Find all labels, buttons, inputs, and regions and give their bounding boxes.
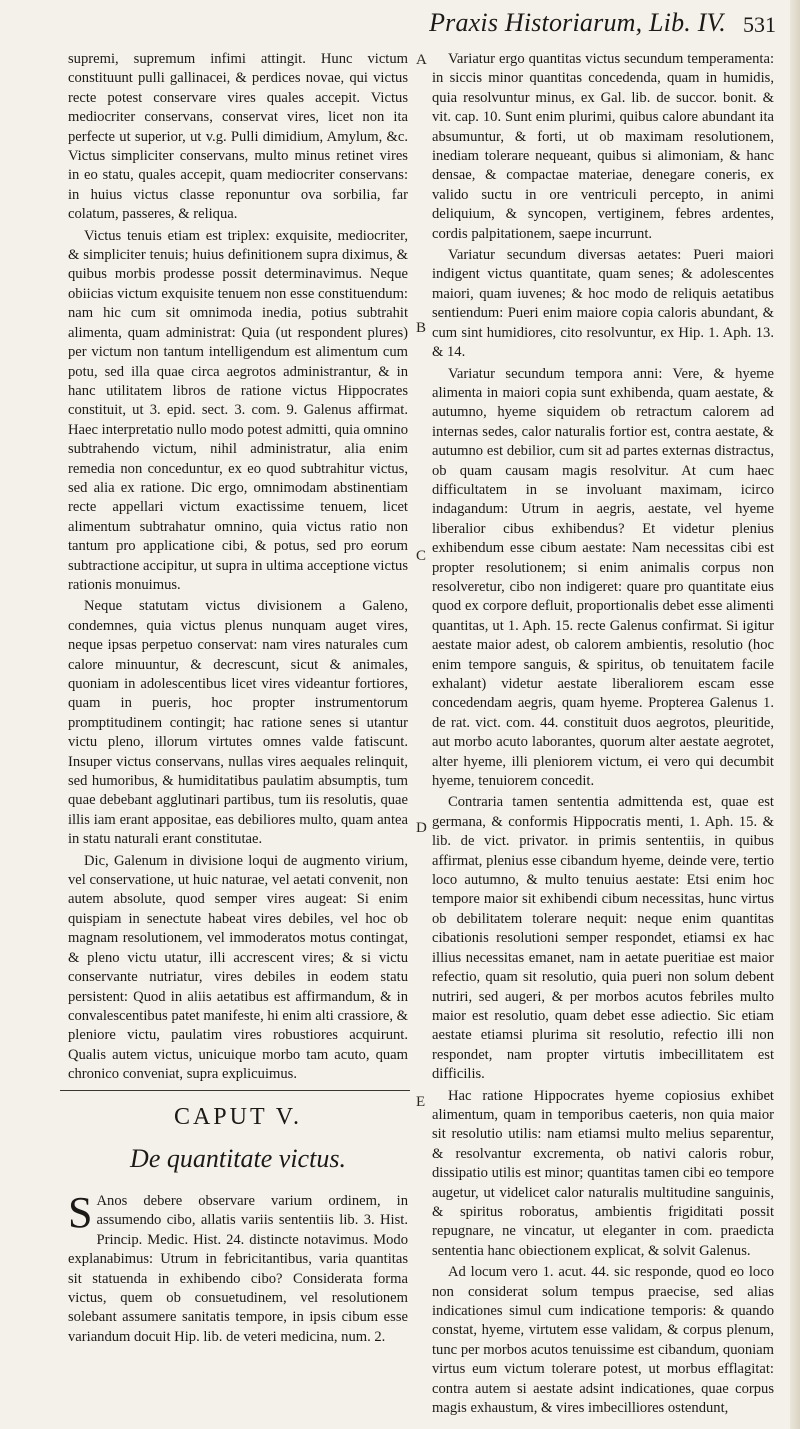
- paragraph: Variatur secundum diversas aetates: Pueri maiori indigent victus quantitate, quam senes; & adolescentes maiori, quam iuvenes; & hoc modo de reliquis aetatibus sentiendum: Pueri enim maiore copia caloris abundant, & cum sint humidiores, cito resolvuntur, ex Hip. 1. Aph. 13. & 14.: [432, 247, 774, 361]
- gutter-letter-d: D: [416, 820, 427, 836]
- right-column: [432, 50, 774, 1420]
- paragraph: Variatur secundum tempora anni: Vere, & hyeme alimenta in maiori copia sunt exhibenda, quam aestate, & autumno, hyeme siquidem ob retractum calorem ad internas sedes, calor naturalis fortior est, contra aestate, & autumno est debilior, cum sit ad partes externas distractus, ob quam causam magis resolvitur. At cum haec difficultatem in se involuant maximam, icirco indagandum: Utrum in aegris, aestate, vel hyeme liberalior cibus exhibendus? Et videtur plenius exhibendum esse cibum aestate: Nam necessitas cibi est propter resolutionem; si enim animalis corpus non resolveretur, cibo non indigeret: quare pro quantitate eius quod ex corpore defluit, proportionalis debet esse alimenti quantitas, ut 1. Aph. 15. recte Galenus confirmat. Si igitur aestate maior adest, ob calorem ambientis, resolutio (hoc enim tempore sanguis, & spiritus, ob tenuitatem facile exhalant) videtur aestate liberaliorem escam esse concedendam aegris, quam hyeme. Propterea Galenus 1. de rat. vict. com. 44. constituit duos aegrotos, pleuritide, aut morbo acuto laborantes, quorum alter aestate aegrotet, alter hyeme, illi pleniorem victum, ei vero qui decumbit hyeme, tenuiorem concedit.: [432, 365, 774, 790]
- paragraph: Hac ratione Hippocrates hyeme copiosius exhibet alimentum, quam in temporibus caeteris, non quia maior sit resolutio utilis: nam etiamsi multo melius separentur, & resolvantur excrementa, ob nativi caloris robur, dissipatio utilis est minor; quantitas tamen cibi eo tempore augetur, ut videlicet calor naturalis multitudine sanguinis, & spiritus roboratus, ambientis frigiditati possit repugnare, ne vincatur, ut eleganter in com. praedicta sententia hanc obiectionem explicat, & solvit Galenus.: [432, 1087, 774, 1259]
- paragraph: Ad locum vero 1. acut. 44. sic responde, quod eo loco non considerat solum tempus praecise, sed alias indicationes simul cum indicatione temporis: & quando constat, hyeme, virtutem esse validam, & corpus plenum, tunc per morbos acutos tenuissime est cibandum, quoniam virtus eum victum tolerare potest, ut morbus efflagitat: contra autem si aestate adsint indicationes, quae corpus magis exhaustum, & vires imbecilliores ostendunt,: [432, 1264, 774, 1417]
- chapter-heading: CAPUT V.: [173, 1104, 303, 1130]
- page-number: 531: [743, 12, 776, 37]
- chapter-body: [68, 1188, 408, 1347]
- paper-edge: [790, 0, 800, 1429]
- paragraph: Neque statutam victus divisionem a Galeno, condemnes, quia victus plenus nunquam auget vires, neque ipsas perpetuo conservat: nam vires naturales cum calore minuuntur, & decrescunt, sicut & animales, quoniam in adolescentibus licet vires videantur fortiores, quam in pueris, hoc propter instrumentorum promptitudinem contingit; hac ratione senes si utantur victu pleno, illorum virtutes omnes valde fatiscunt. Insuper victus conservans, nullas vires aequales relinquit, sed humoribus, & humiditatibus paulatim absumptis, tum quae debebant agglutinari partibus, tum iis resolutis, quae illis iam erant appositae, eas debiliores multo, quam antea in statu naturali erant constitutae.: [68, 598, 408, 848]
- paragraph: Dic, Galenum in divisione loqui de augmento virium, vel conservatione, ut huic naturae, vel aetati convenit, non autem absolute, quod semper vires augeat: Si enim quispiam in senectute habeat vires debiles, vel hoc ob magnam resolutionem, vel immoderatos motus contingat, & pleno victu utatur, illi accrescent vires; & si victu conservante nutriatur, vires debiles in eodem statu persistent: Quod in aliis aetatibus est affirmandum, & in convalescentibus patet manifeste, hi enim alti crassiore, & pleniore victu, paulatim vires robustiores acquirunt. Qualis autem victus, unicuique morbo tam acuto, quam chronico conveniat, supra explicuimus.: [68, 852, 409, 1083]
- gutter-letter-a: A: [416, 52, 427, 68]
- paragraph: Contraria tamen sententia admittenda est, quae est germana, & conformis Hippocratis menti, 1. Aph. 15. & lib. de vict. privator. in primis sententiis, in quibus affirmat, plenius esse cibandum hyeme, deinde vere, tertio loco autumno, & multo tenuius aestate: Etsi enim hoc tempore maior sit exhibendi cibum necessitas, hunc virtus ob debilitatem tolerare nequit: neque enim quantitas cibationis resolutioni semper respondet, etiamsi ex hac illius necessitas emanet, nam in aetate pueritiae est maior refectio, quam sit resolutio, quia pueri non solum debent nutriri, sed augeri, & per morbos acutos febriles multo maior est resolutio, quam debet esse adiectio. Sic etiam aestate etiamsi plurima sit resolutio, refectio illi non respondet, nam propter virtutis imbecillitatem est difficilis.: [432, 794, 774, 1083]
- left-column: [68, 50, 408, 1087]
- section-rule: [60, 1090, 410, 1091]
- paragraph: Variatur ergo quantitas victus secundum temperamenta: in siccis minor quantitas concedenda, quam in humidis, quia resolvuntur minus, ex Gal. lib. de succor. bonit. & vit. cap. 10. Sunt enim plurimi, quibus calore abundant ita absumuntur, & forti, ut ob maximam resolutionem, inediam tolerare nequeant, quibus si alimoniam, & hanc densae, & compactae materiae, denegare coneris, ex valido suctu in ore ventriculi percepto, in animi deliquium, & syncopen, vertiginem, febres ardentes, cordis palpitationem, saepe incurrunt.: [432, 51, 774, 242]
- page-header: [60, 8, 776, 42]
- drop-cap: S: [68, 1188, 93, 1237]
- chapter-subtitle: De quantitate victus.: [130, 1144, 346, 1173]
- gutter-letter-e: E: [416, 1094, 426, 1110]
- paragraph: Victus tenuis etiam est triplex: exquisite, mediocriter, & simpliciter tenuis; huius definitionem supra diximus, & quibus morbis prodesse possit determinavimus. Neque obiicias victum exquisite tenuem non esse constituendum: nam hic cum sit omnimoda inedia, potius subtrahit alimenta, quam administrat: Quia (ut respondent plures) per victum non tantum intelligendum est alimentum cum potu, sed illa quae circa aegrotos administrantur, & in hanc utilitatem libros de ratione victus Hippocrates constituit, ut 3. epid. sect. 3. com. 9. Galenus affirmat. Haec interpretatio nullo modo potest admitti, quia omnino subtrahendo victum, nihil administratur, alia enim remedia non conceduntur, ex eo quod subtrahitur victus, sed alia ex ratione. Dic ergo, omnimodam abstinentiam recte appellari victum exactissime tenuem, licet alimentum subtrahatur omnino, quia victus ratio non tantum pro applicatione cibi, & potus, sed pro eorum subtractione accipitur, ut supra in ultima acceptione victus rationis monuimus.: [68, 227, 408, 593]
- chapter-paragraph: [68, 1188, 408, 1347]
- chapter-text: Anos debere observare varium ordinem, in assumendo cibo, allatis variis sententiis lib. 3. Hist. Princip. Medic. Hist. 24. distincte notavimus. Modo explanabimus: Utrum in febricitantibus, varia quantitas sit statuenda in exhibendo cibo? Considerata forma victus, quem ob consuetudinem, vel resolutionem solebant assumere sanitatis tempore, in ipsis cibum esse variandum docuit Hip. lib. de veteri medicina, num. 2.: [68, 1193, 408, 1345]
- gutter-letter-c: C: [416, 548, 427, 564]
- paragraph: supremi, supremum infimi attingit. Hunc victum constituunt pulli gallinacei, & perdices novae, qui victus recte potest conservare vires quales accepit. Victus mediocriter conservans, conservat vires, licet non ita perfecte ut superior, ut v.g. Pulli dimidium, Amylum, &c. Victus simpliciter conservans, multo minus retinet vires in eo statu, quales accepit, quam mediocriter conservans: in huius victus classe reponuntur ova sorbilia, far colatum, passeres, & reliqua.: [68, 51, 408, 223]
- running-title: Praxis Historiarum, Lib. IV.: [429, 8, 726, 37]
- gutter-letter-b: B: [416, 320, 427, 336]
